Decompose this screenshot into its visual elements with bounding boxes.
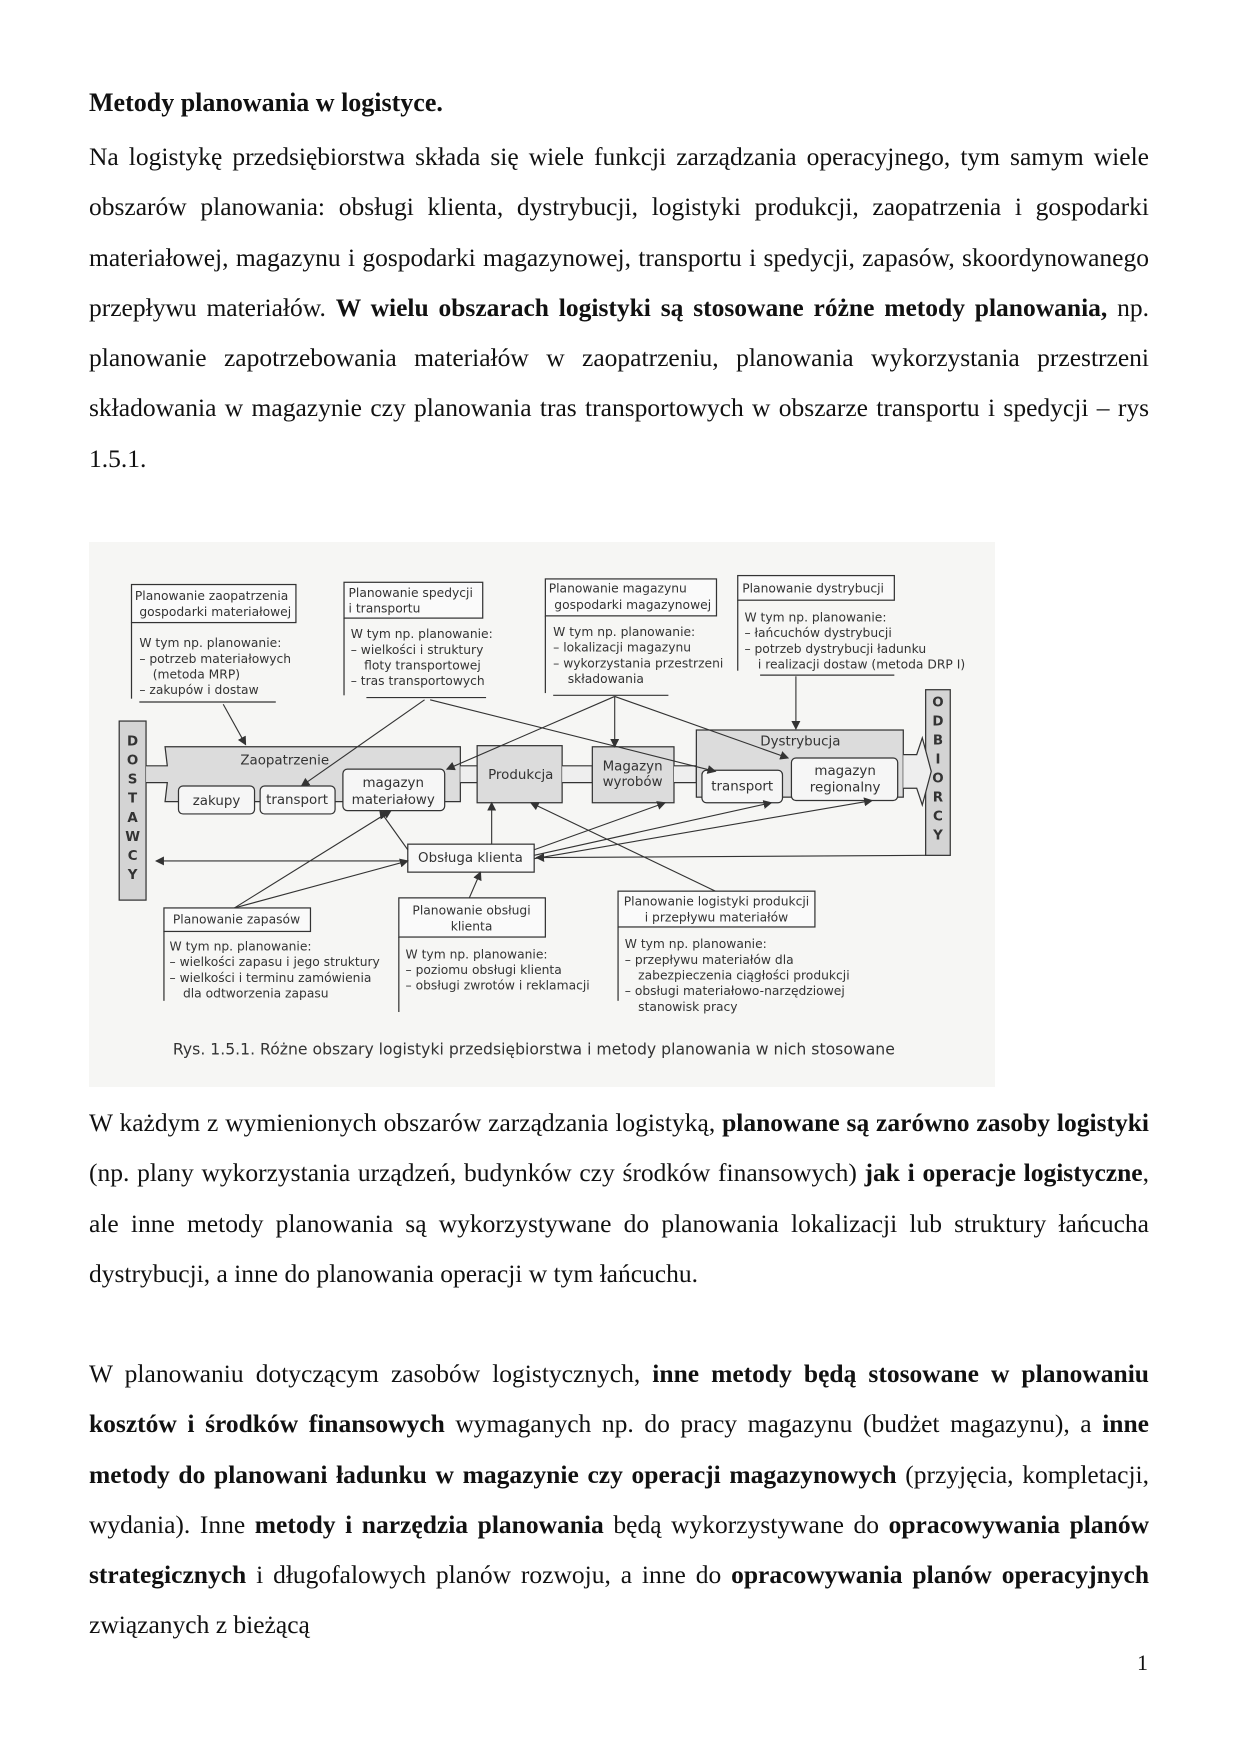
box-text: stanowisk pracy [638, 999, 738, 1014]
dostawcy-letter: Y [127, 867, 138, 883]
box-label: i przepływu materiałów [644, 910, 789, 925]
box-text: składowania [567, 672, 644, 687]
odbiorcy-letter: D [932, 714, 944, 730]
text-run: (przyjęcia, kompletacji, wydania). Inne [89, 1459, 1149, 1539]
text-run: i długofalowych planów rozwoju, a inne do [246, 1560, 732, 1590]
bold-text-run: opracowywania planów strategicznych [89, 1509, 1149, 1590]
odbiorcy-letter: O [932, 695, 944, 711]
section-title: Metody planowania w logistyce. [89, 88, 443, 117]
box-label: klienta [450, 919, 493, 934]
dostawcy-letter: S [127, 772, 138, 788]
dystrybucja-label: Dystrybucja [760, 734, 841, 750]
page-number: 1 [1137, 1650, 1148, 1675]
dostawcy-letter: W [125, 829, 141, 845]
box-text: zabezpieczenia ciągłości produkcji [638, 968, 850, 983]
obsluga-klienta-label: Obsługa klienta [418, 851, 523, 867]
box-label: Planowanie zapasów [172, 912, 301, 927]
paragraph-2 [89, 1098, 1149, 1299]
box-label: Planowanie magazynu [548, 581, 687, 596]
box-text: W tym np. planowanie: [744, 610, 887, 625]
text-run: (np. plany wykorzystania urządzeń, budynków czy środków finansowych) [89, 1158, 865, 1188]
magazyn-wyrobow-label: Magazyn [602, 759, 663, 775]
paragraph-3 [89, 1349, 1149, 1651]
box-label: Planowanie logistyki produkcji [623, 894, 810, 909]
box-label: gospodarki magazynowej [554, 598, 712, 613]
box-text: – obsługi zwrotów i reklamacji [405, 978, 590, 993]
magazyn-regionalny-label: regionalny [809, 780, 881, 796]
box-label: i transportu [348, 601, 421, 616]
box-text: – łańcuchów dystrybucji [744, 626, 892, 641]
bold-text-run: planowane są zarówno zasoby logistyki [722, 1108, 1150, 1137]
text-run: będą wykorzystywane do [603, 1509, 889, 1539]
box-text: W tym np. planowanie: [405, 947, 548, 962]
odbiorcy-letter: C [933, 809, 943, 825]
box-text: – lokalizacji magazynu [553, 640, 692, 655]
box-text: W tym np. planowanie: [553, 625, 696, 640]
bold-text-run: jak i operacje logistyczne [864, 1158, 1143, 1188]
transport-label: transport [266, 792, 329, 808]
box-label: Planowanie obsługi [412, 903, 531, 918]
text-run: wymaganych np. do pracy magazynu (budżet magazynu), a [444, 1409, 1103, 1439]
text-run: W planowaniu dotyczącym zasobów logistycznych, [89, 1359, 653, 1388]
box-text: W tym np. planowanie: [169, 939, 312, 954]
transport-label: transport [711, 779, 774, 795]
box-text: – wielkości zapasu i jego struktury [169, 955, 380, 970]
magazyn-materialowy-label: magazyn [362, 776, 424, 792]
box-label: gospodarki materiałowej [139, 604, 292, 619]
figure-caption: Rys. 1.5.1. Różne obszary logistyki przedsiębiorstwa i metody planowania w nich stosowane [172, 1039, 895, 1059]
figure-logistics-planning-diagram [89, 542, 995, 1087]
box-text: – przepływu materiałów dla [624, 952, 794, 967]
bold-text-run: inne metody do planowani ładunku w magazynie czy operacji magazynowych [89, 1409, 1149, 1489]
box-text: – wielkości i terminu zamówienia [169, 970, 372, 985]
produkcja-label: Produkcja [488, 768, 554, 784]
box-text: – wykorzystania przestrzeni [553, 656, 724, 671]
odbiorcy-letter: I [935, 752, 941, 768]
bold-text-run: metody i narzędzia planowania [254, 1509, 604, 1539]
bold-text-run: inne metody będą stosowane w planowaniu kosztów i środków finansowych [89, 1359, 1149, 1439]
odbiorcy-letter: R [932, 790, 944, 806]
box-text: – tras transportowych [350, 674, 485, 689]
dostawcy-letter: D [127, 734, 139, 750]
magazyn-wyrobow-label: wyrobów [602, 774, 663, 790]
zakupy-label: zakupy [192, 793, 241, 809]
box-text: i realizacji dostaw (metoda DRP I) [757, 657, 966, 672]
text-run: , ale inne metody planowania są wykorzystywane do planowania lokalizacji lub struktury łańcucha dystrybucji, a inne do planowania operacji w tym łańcuchu. [89, 1158, 1149, 1288]
box-text: – zakupów i dostaw [139, 683, 259, 698]
box-text: (metoda MRP) [152, 667, 241, 682]
box-text: W tym np. planowanie: [350, 627, 493, 642]
zaopatrzenie-label: Zaopatrzenie [240, 753, 330, 769]
dostawcy-letter: A [127, 810, 138, 826]
odbiorcy-letter: Y [933, 828, 943, 844]
box-text: W tym np. planowanie: [139, 636, 282, 651]
magazyn-regionalny-label: magazyn [814, 763, 876, 779]
text-run: związanych z bieżącą [89, 1610, 310, 1640]
text-run: Na logistykę przedsiębiorstwa składa się wiele funkcji zarządzania operacyjnego, tym samym wiele obszarów planowania: obsługi klienta, dystrybucji, logistyki produkcji, zaopatrzenia i gospodarki materiałowej, magazynu i gospodarki magazynowej, transportu i spedycji, zapasów, skoordynowanego przepływu materiałów. [89, 142, 1149, 322]
odbiorcy-letter: O [932, 771, 944, 787]
bold-text-run: W wielu obszarach logistyki są stosowane różne metody planowania, [335, 292, 1108, 322]
bold-text-run: opracowywania planów operacyjnych [731, 1560, 1149, 1590]
box-text: dla odtworzenia zapasu [182, 986, 329, 1001]
box-text: – potrzeb materiałowych [139, 651, 292, 666]
box-text: – potrzeb dystrybucji ładunku [744, 641, 927, 656]
text-run: W każdym z wymienionych obszarów zarządzania logistyką, [89, 1108, 723, 1137]
dostawcy-letter: T [128, 791, 138, 807]
box-label: Planowanie zaopatrzenia [134, 589, 289, 604]
diagram [89, 542, 995, 1087]
odbiorcy-letter: B [932, 733, 944, 749]
paragraph-1 [89, 132, 1149, 484]
box-text: W tym np. planowanie: [624, 937, 767, 952]
box-text: – obsługi materiałowo-narzędziowej [624, 984, 845, 999]
box-label: Planowanie spedycji [348, 585, 473, 600]
magazyn-materialowy-label: materiałowy [351, 792, 435, 808]
box-text: – wielkości i struktury [350, 642, 484, 657]
box-label: Planowanie dystrybucji [742, 581, 884, 596]
text-run: np. planowanie zapotrzebowania materiałów w zaopatrzeniu, planowania wykorzystania przestrzeni składowania w magazynie czy planowania tras transportowych w obszarze transportu i spedycji – rys 1.5.1. [89, 292, 1149, 473]
box-text: floty transportowej [364, 658, 481, 673]
box-text: – poziomu obsługi klienta [405, 962, 562, 977]
dostawcy-letter: C [127, 848, 138, 864]
dostawcy-letter: O [126, 753, 139, 769]
